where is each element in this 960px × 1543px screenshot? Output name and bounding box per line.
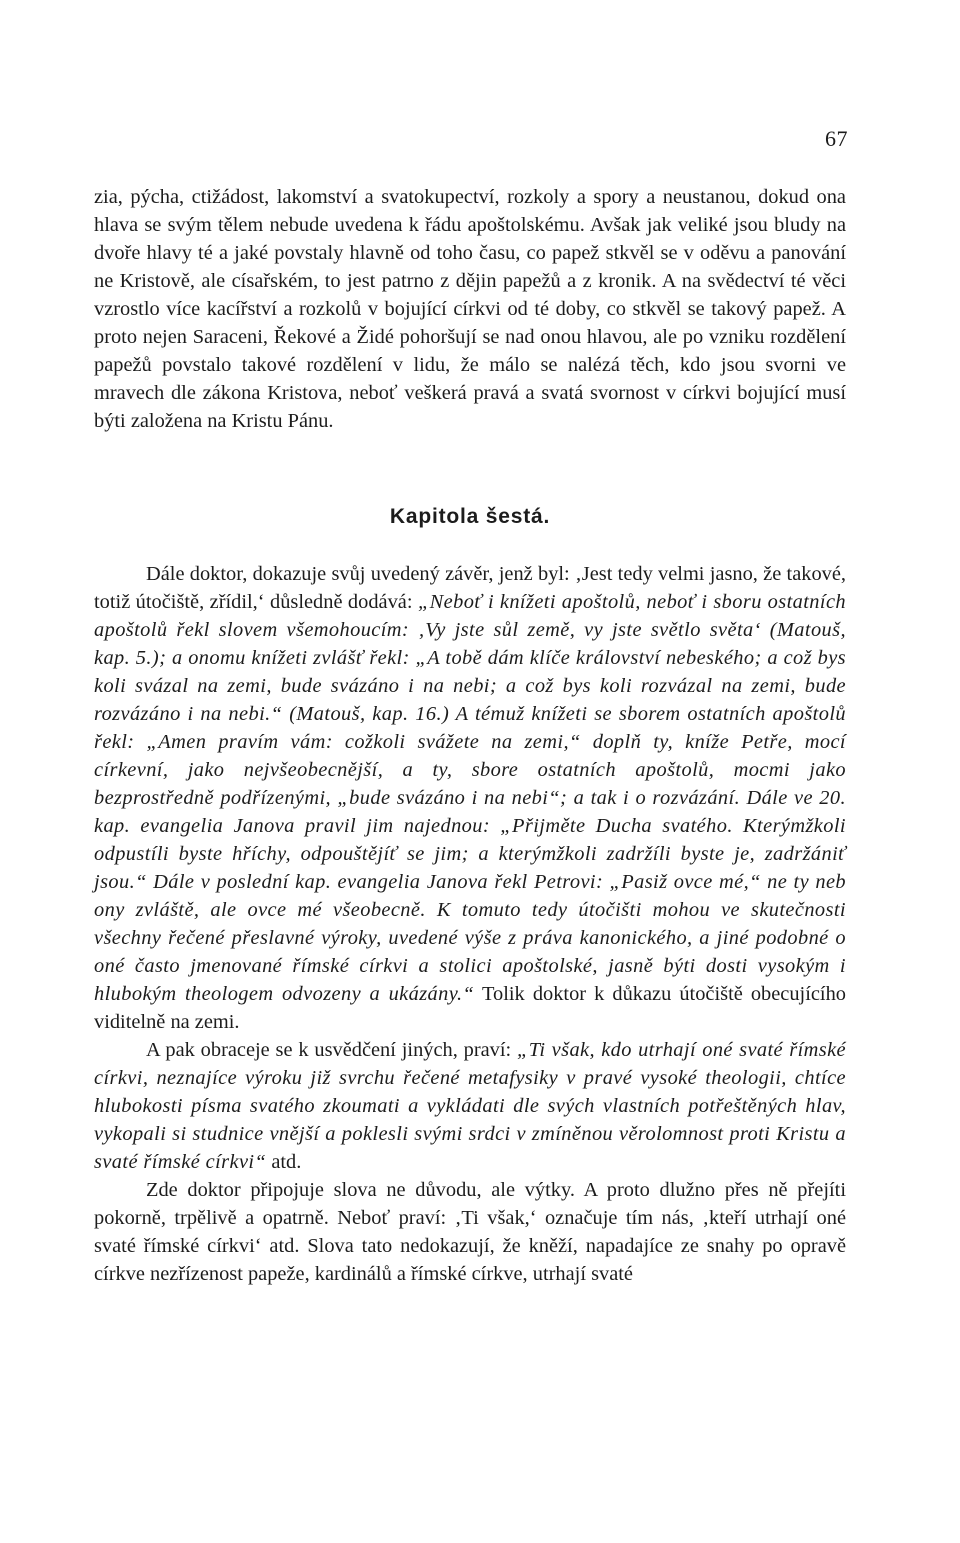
paragraph-2-quote: „Ti však, kdo utrhají oné svaté římské církvi, neznajíce výroku již svrchu řečené metafysiky v pravé vysoké theologii, chtíce hlubokosti písma svatého zkoumati a vykládati dle svých vlastních potřeštěných hlav, vykopali si studnice vnější a poklesli svými srdci v zmíněnou věrolomnost proti Kristu a svaté římské církvi“	[94, 1039, 846, 1173]
paragraph-3: Zde doktor připojuje slova ne důvodu, ale výtky. A proto dlužno přes ně přejíti pokorně, trpělivě a opatrně. Neboť praví: ‚Ti však,‘ označuje tím nás, ‚kteří utrhají oné svaté římské církvi‘ atd. Slova tato nedokazují, že kněží, napadajíce ze snahy po opravě církve nezřízenost papeže, kardinálů a římské církve, utrhají svaté	[94, 1179, 846, 1285]
paragraph-2	[94, 1036, 846, 1176]
paragraph-1	[94, 560, 846, 1036]
paragraph-2-intro: A pak obraceje se k usvědčení jiných, praví:	[146, 1039, 518, 1061]
continuation-paragraph: zia, pýcha, ctižádost, lakomství a svatokupectví, rozkoly a spory a neustanou, dokud ona hlava se svým tělem nebude uvedena k řádu apoštolskému. Avšak jak veliké jsou bludy na dvoře hlavy té a jaké povstaly hlavně od toho času, co papež stkvěl se v oděvu a panování ne Kristově, ale císařském, to jest patrno z dějin papežů a z kronik. A na svědectví té věci vzrostlo více kacířství a rozkolů v bojující církvi od té doby, co stkvěl se takový papež. A proto nejen Saraceni, Řekové a Židé pohoršují se nad onou hlavou, ale po vzniku rozdělení papežů povstalo takové rozdělení v lidu, že málo se nalézá těch, kdo jsou svorni ve mravech dle zákona Kristova, neboť veškerá pravá a svatá svornost v církvi bojující musí býti založena na Kristu Pánu.	[94, 186, 846, 432]
paragraph-1-outro: Tolik doktor k důkazu útočiště obecujícího viditelně na zemi.	[94, 983, 846, 1033]
text-block-top	[94, 183, 846, 435]
paragraph-2-outro: atd.	[266, 1151, 302, 1173]
text-block-main	[94, 560, 846, 1288]
paragraph-1-intro: Dále doktor, dokazuje svůj uvedený závěr, jenž byl: ‚Jest tedy velmi jasno, že takové, totiž útočiště, zřídil,‘ důsledně dodává:	[94, 563, 846, 613]
paragraph-1-quote: „Neboť i knížeti apoštolů, neboť i sboru ostatních apoštolů řekl slovem všemohoucím: ‚Vy jste sůl země, vy jste světlo světa‘ (Matouš, kap. 5.); a onomu knížeti zvlášť řekl: „A tobě dám klíče království nebeského; a což bys koli svázal na zemi, bude svázáno i na nebi; a což bys koli rozvázal na zemi, bude rozvázáno i na nebi.“ (Matouš, kap. 16.) A témuž knížeti se sborem ostatních apoštolů řekl: „Amen pravím vám: cožkoli svážete na zemi,“ doplň ty, kníže Petře, mocí církevní, jako nejvšeobecnější, a ty, sbore ostatních apoštolů, mocmi jako bezprostředně podřízenými, „bude svázáno i na nebi“; a tak i o rozvázání. Dále ve 20. kap. evangelia Janova pravil jim najednou: „Přijměte Ducha svatého. Kterýmžkoli odpustíli byste hříchy, odpouštějíť se jim; a kterýmžkoli zadržíli byste je, zadržániť jsou.“ Dále v poslední kap. evangelia Janova řekl Petrovi: „Pasiž ovce mé,“ ne ty neb ony zvláště, ale ovce mé všeobecně. K tomuto tedy útočišti mohou ve skutečnosti všechny řečené přeslavné výroky, uvedené výše z práva kanonického, a jiné podobné o oné často jmenované římské církvi a stolici apoštolské, jasně býti dosti vysokým i hlubokým theologem odvozeny a ukázány.“	[94, 591, 847, 1005]
page-number: 67	[825, 126, 848, 151]
chapter-heading: Kapitola šestá.	[389, 505, 551, 528]
